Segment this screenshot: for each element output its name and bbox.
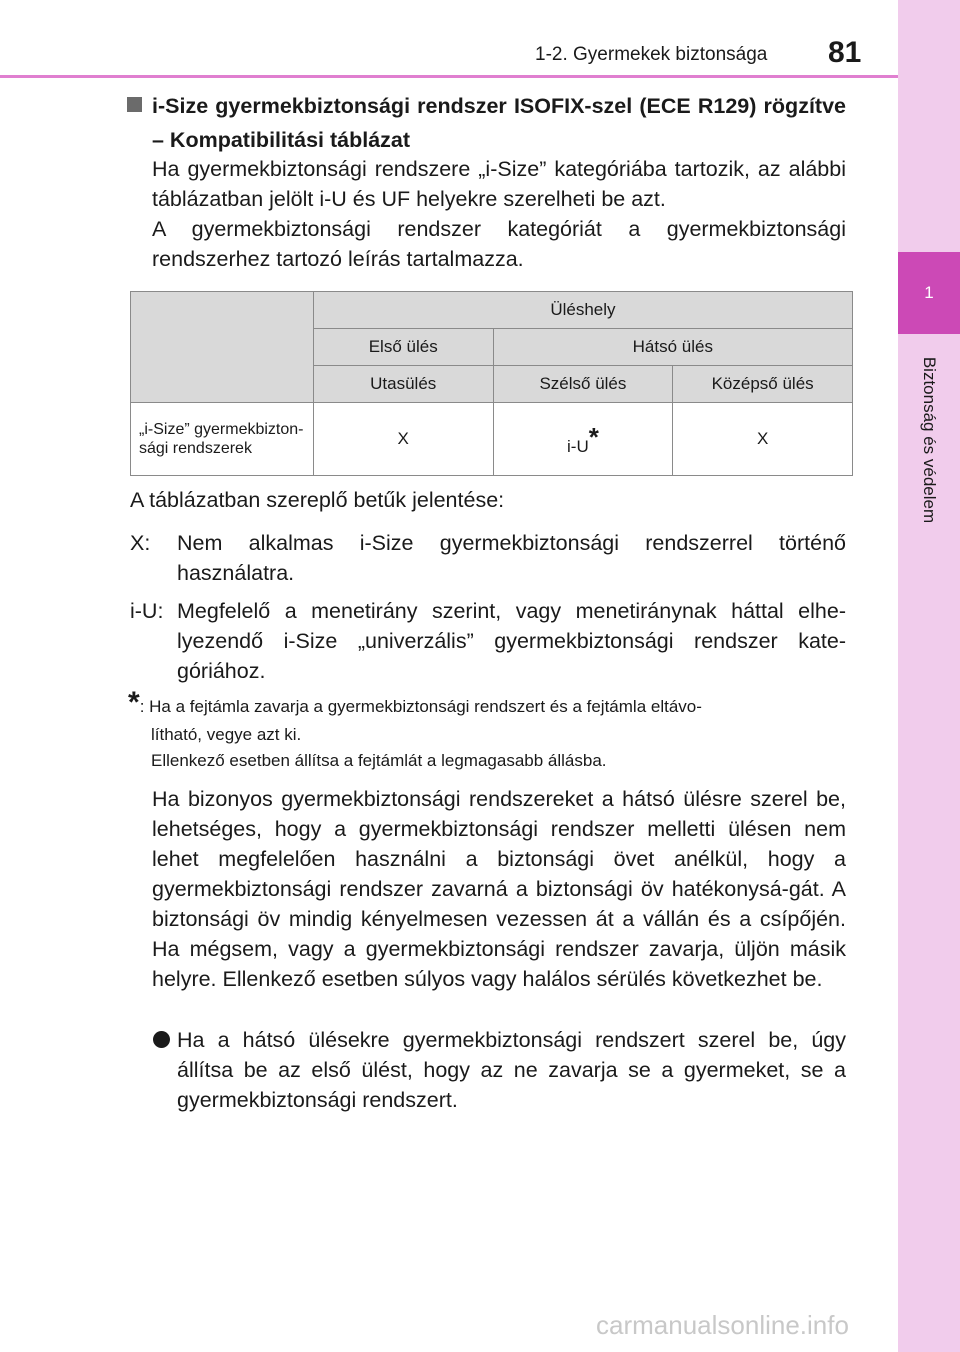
table-cell-outer-value: i-U [567,436,589,456]
intro-line-1: Ha gyermekbiztonsági rendszere „i-Size” kategóriába tartozik, az alábbi táblázatban jelölt i-U és UF helyekre szerelheti be azt. [152,157,846,211]
footnote-line-1: : Ha a fejtámla zavarja a gyermekbiztonsági rendszert és a fejtámla eltávo- [139,697,702,716]
chapter-title-vertical: Biztonság és védelem [920,356,939,524]
table-header-passenger: Utasülés [313,366,493,403]
table-header-rear-seat: Hátsó ülés [493,329,852,366]
footnote-asterisk: * [588,421,599,452]
header-section-title: 1-2. Gyermekek biztonsága [535,44,768,65]
footnote [128,686,702,720]
intro-line-2: A gyermekbiztonsági rendszer kategóriát a gyermekbiztonsági rendszerhez tartozó leírás tartalmazza. [152,217,846,271]
header-divider [0,75,898,78]
warning-paragraph: Ha bizonyos gyermekbiztonsági rendszereket a hátsó ülésre szerel be, lehetséges, hogy a gyermekbiztonsági rendszer melletti ülésen nem lehet megfelelően használni a biztonsági övet anélkül, hogy a gyermekbiztonsági rendszer zavarná a biztonsági öv hatékonysá-gát. A biztonsági öv mindig kényelmesen vezessen át a vállán és a csípőjén. Ha mégsem, vagy a gyermekbiztonsági rendszer zavarja, üljön másik helyre. Ellenkező esetben súlyos vagy halálos sérülés következhet be. [152,787,846,991]
side-tab-strip [898,0,960,1352]
legend-intro: A táblázatban szereplő betűk jelentése: [130,488,505,512]
table-header-front-seat: Első ülés [313,329,493,366]
table-header-outer-seat: Szélső ülés [493,366,673,403]
table-cell-center: X [673,403,853,476]
table-cell-passenger: X [313,403,493,476]
page-number: 81 [828,36,862,69]
section-heading: i-Size gyermekbiztonsági rendszer ISOFIX-szel (ECE R129) rögzítve – Kompatibilitási táblázat [152,94,846,152]
table-corner-cell [131,292,314,403]
table-row [131,403,853,476]
watermark: carmanualsonline.info [596,1310,849,1340]
bullet-text: Ha a hátsó ülésekre gyermekbiztonsági rendszert szerel be, úgy állítsa be az első ülést, hogy az ne zavarja se a gyermeket, se a gyermekbiztonsági rendszert. [177,1028,846,1112]
footnote-line-3: Ellenkező esetben állítsa a fejtámlát a legmagasabb állásba. [151,751,607,770]
footnote-line-2: lítható, vegye azt ki. [151,725,302,744]
legend-text-x: Nem alkalmas i-Size gyermekbiztonsági rendszerrel történő használatra. [177,531,846,585]
table-header-center-seat: Középső ülés [673,366,853,403]
legend-key-x: X: [130,531,151,555]
compatibility-table [130,291,853,476]
table-row-label: „i-Size” gyermekbizton-sági rendszerek [131,403,314,476]
table-header-seat-position: Üléshely [313,292,852,329]
heading-square-icon [127,97,142,112]
table-cell-outer [493,403,673,476]
bullet-icon [153,1031,170,1048]
legend-text-iu: Megfelelő a menetirány szerint, vagy menetiránynak háttal elhe-lyezendő i-Size „univerzális” gyermekbiztonsági rendszer kate-góriához. [177,599,846,683]
footnote-mark: * [128,686,140,719]
chapter-number-tab: 1 [898,252,960,334]
legend-key-iu: i-U: [130,599,164,623]
